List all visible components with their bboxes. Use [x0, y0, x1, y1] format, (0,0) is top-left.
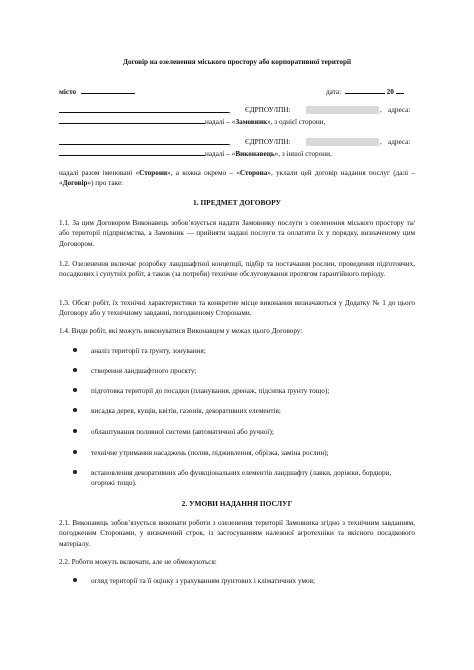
bullet-icon — [73, 470, 77, 474]
document-page: Договір на озеленення міського простору або корпоративної території місто дата: 20 , ЄДРПОУ/ІПН: , адреса: надалі – «Замовник», з однієї сторони, , ЄДРПОУ/ІПН: , адреса: надалі – «Виконавець», з іншої сторони, надалі разом іменовані «Сторони», а кожна окремо – «Сторона», уклали цей договір надання послуг (далі – «Договір») про таке: 1. ПРЕДМЕТ ДОГОВОРУ 1.1. За цим Договором Виконавець зобов’язується надати Замовнику послуги з озеленення міського простору та/або території підприємства, а Замовник — прийняти надані послуги та оплатити їх у порядку, визначеному цим Договором. 1.2. Озеленення включає розробку ландшафтної концепції, підбір та постачання рослин, проведення підготовчих, посадкових і супутніх робіт, а також (за потреби) технічне обслуговування протягом гарантійного періоду. 1.3. Обсяг робіт, їх технічні характеристики та конкретне місце виконання визначаються у Додатку № 1 до цього Договору або у технічному завданні, погодженому Сторонами. 1.4. Види робіт, які можуть виконуватися Виконавцем у межах цього Договору: аналіз території та ґрунту, зонування; створення ландшафтного проєкту; підготовка території до посадки (планування, дренаж, підсипка ґрунту тощо); висадка дерев, кущів, квітів, газонів, декоративних елементів; облаштування поливної системи (автоматичної або ручної); технічне утримання насаджень (полив, підживлення, обрізка, заміна рослин); встановлення декоративних або функціональних елементів ландшафту (лавки, доріжки, бордюри, огорожі тощо). 2. УМОВИ НАДАННЯ ПОСЛУГ 2.1. Виконавець зобов’язується виконати роботи з озеленення території Замовника згідно з технічним завданням, погодженим Сторонами, у визначений строк, із застосуванням належної агротехніки та якісного посадкового матеріалу. 2.2. Роботи можуть включати, але не обмежуються: огляд території та її оцінку з урахуванням ґрунтових і кліматичних умов; — [0, 0, 474, 670]
bullet-icon — [73, 348, 77, 352]
customer-edrpou-label: ЄДРПОУ/ІПН: — [245, 106, 291, 114]
clause-1-1: 1.1. За цим Договором Виконавець зобов’язується надати Замовнику послуги з озеленення міського простору та/або території підприємства, а Замовник — прийняти надані послуги та оплатити їх у порядку, визначеному цим Договором. — [59, 219, 415, 248]
customer-address-label: адреса: — [388, 106, 411, 114]
bullet-icon — [73, 408, 77, 412]
clause-2-1: 2.1. Виконавець зобов’язується виконати роботи з озеленення території Замовника згідно з технічним завданням, погодженим Сторонами, у визначений строк, із застосуванням належної агротехніки та якісного посадкового матеріалу. — [59, 519, 415, 548]
clause-1-3: 1.3. Обсяг робіт, їх технічні характеристики та конкретне місце виконання визначаються у Додатку № 1 до цього Договору або у технічному завданні, погодженому Сторонами. — [59, 299, 415, 318]
date-label: дата: — [326, 88, 342, 96]
clause-1-4: 1.4. Види робіт, які можуть виконуватися Виконавцем у межах цього Договору: — [59, 327, 303, 335]
year-prefix: 20 — [386, 88, 394, 96]
city-label: місто — [59, 88, 77, 96]
intro-paragraph: надалі разом іменовані «Сторони», а кожна окремо – «Сторона», уклали цей договір надання послуг (далі – «Договір») про таке: — [59, 169, 415, 188]
document-title: Договір на озеленення міського простору або корпоративної території — [123, 58, 351, 66]
customer-edrpou-redacted — [306, 106, 379, 114]
bullet-icon — [73, 368, 77, 372]
customer-line-2: надалі – «Замовник», з однієї сторони, — [59, 116, 415, 127]
bullet-icon — [73, 578, 77, 582]
clause-2-2: 2.2. Роботи можуть включати, але не обмежуються: — [59, 558, 217, 566]
contractor-name-blank[interactable] — [59, 137, 229, 145]
bullet-icon — [73, 450, 77, 454]
contractor-edrpou-redacted — [306, 138, 379, 146]
year-blank[interactable] — [396, 86, 404, 94]
bullet-icon — [73, 429, 77, 433]
date-block — [326, 86, 404, 97]
contractor-line-1: , ЄДРПОУ/ІПН: , адреса: — [59, 137, 415, 148]
city-blank[interactable] — [81, 86, 135, 94]
customer-line-1: , ЄДРПОУ/ІПН: , адреса: — [59, 105, 415, 116]
contractor-role: Виконавець — [235, 150, 275, 158]
clause-1-2: 1.2. Озеленення включає розробку ландшафтної концепції, підбір та постачання рослин, проведення підготовчих, посадкових і супутніх робіт, а також (за потреби) технічне обслуговування протягом гарантійного періоду. — [59, 260, 415, 279]
customer-name-blank[interactable] — [59, 105, 229, 113]
date-blank[interactable] — [345, 86, 385, 94]
city-date-row — [59, 86, 415, 97]
bullet-icon — [73, 388, 77, 392]
contractor-line-2: надалі – «Виконавець», з іншої сторони, — [59, 148, 415, 159]
section-2-heading: 2. УМОВИ НАДАННЯ ПОСЛУГ — [181, 499, 293, 508]
contractor-edrpou-label: ЄДРПОУ/ІПН: — [245, 138, 291, 146]
customer-role: Замовник — [235, 118, 268, 126]
contractor-address-label: адреса: — [388, 138, 411, 146]
contractor-address-blank[interactable] — [59, 148, 205, 156]
section-1-heading: 1. ПРЕДМЕТ ДОГОВОРУ — [193, 198, 281, 207]
customer-address-blank[interactable] — [59, 116, 205, 124]
